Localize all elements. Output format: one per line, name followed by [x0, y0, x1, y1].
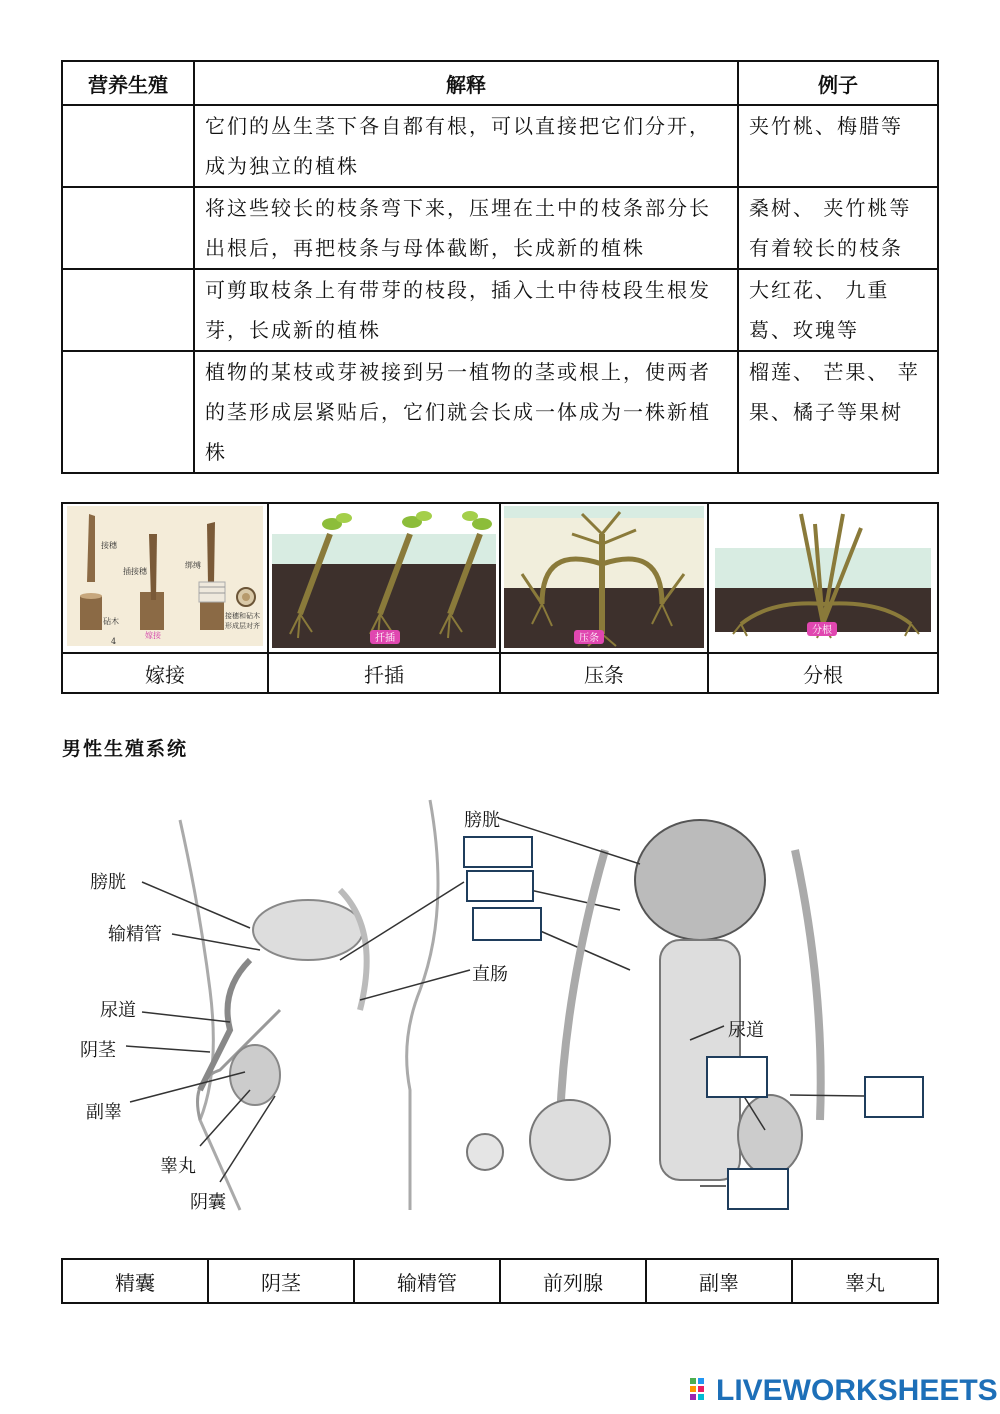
header-explanation: 解释	[194, 61, 738, 105]
method-answer-drop-zone[interactable]	[63, 352, 193, 470]
explanation-cell: 可剪取枝条上有带芽的枝段，插入土中待枝段生根发芽，长成新的植株	[194, 269, 738, 351]
grafting-label: 嫁接	[62, 653, 268, 693]
label-urethra-front: 尿道	[728, 1020, 764, 1041]
cutting-tag: 扦插	[375, 633, 395, 644]
word-bank-item[interactable]: 阴茎	[208, 1259, 354, 1303]
label-urethra: 尿道	[100, 1000, 136, 1021]
answer-box[interactable]	[864, 1076, 924, 1118]
label-epididymis: 副睾	[86, 1102, 122, 1123]
label-bladder-front: 膀胱	[464, 810, 500, 831]
word-bank-item[interactable]: 精囊	[62, 1259, 208, 1303]
cutting-label: 扦插	[268, 653, 500, 693]
illustration-row	[62, 503, 938, 653]
table-row	[62, 351, 938, 473]
division-illustration-cell	[708, 503, 938, 653]
layering-illustration-cell	[500, 503, 708, 653]
header-method: 营养生殖	[62, 61, 194, 105]
method-answer-drop-zone[interactable]	[63, 188, 193, 266]
layering-label: 压条	[500, 653, 708, 693]
answer-box[interactable]	[472, 907, 542, 941]
method-answer-drop-zone[interactable]	[63, 270, 193, 348]
label-penis: 阴茎	[80, 1040, 116, 1061]
binding-label: 绑缚	[185, 561, 201, 570]
label-scrotum: 阴囊	[190, 1192, 226, 1213]
table-row	[62, 187, 938, 269]
align-label-2: 形成层对齐	[225, 622, 260, 630]
method-cell	[62, 351, 194, 473]
word-bank-row	[62, 1259, 938, 1303]
vegetative-reproduction-table	[61, 60, 939, 474]
method-illustrations-table	[61, 502, 939, 694]
illustration-label-row	[62, 653, 938, 693]
step-number: 4	[111, 637, 117, 646]
cutting-illustration-cell	[268, 503, 500, 653]
table-header-row	[62, 61, 938, 105]
answer-box[interactable]	[466, 870, 534, 902]
label-bladder: 膀胱	[90, 872, 126, 893]
table-row	[62, 105, 938, 187]
method-answer-drop-zone[interactable]	[63, 106, 193, 184]
layering-illustration	[502, 504, 706, 648]
stock-label: 砧木	[103, 617, 119, 626]
label-vas-deferens: 输精管	[108, 924, 162, 945]
male-reproductive-diagram	[60, 790, 940, 1230]
method-cell	[62, 187, 194, 269]
division-tag: 分根	[812, 625, 832, 636]
grafting-tag: 嫁接	[145, 631, 161, 640]
example-cell: 桑树、 夹竹桃等有着较长的枝条	[738, 187, 938, 269]
answer-box[interactable]	[727, 1168, 789, 1210]
division-label: 分根	[708, 653, 938, 693]
method-cell	[62, 269, 194, 351]
cutting-illustration	[270, 504, 498, 648]
explanation-cell: 将这些较长的枝条弯下来，压埋在土中的枝条部分长出根后，再把枝条与母体截断，长成新的植株	[194, 187, 738, 269]
explanation-cell: 植物的某枝或芽被接到另一植物的茎或根上，使两者的茎形成层紧贴后，它们就会长成一体成为一株新植株	[194, 351, 738, 473]
division-illustration	[711, 504, 935, 648]
layering-tag: 压条	[579, 633, 599, 644]
liveworksheets-logo	[690, 1374, 998, 1408]
grafting-illustration-cell	[62, 503, 268, 653]
logo-text: LIVEWORKSHEETS	[716, 1374, 998, 1407]
example-cell: 榴莲、 芒果、 苹果、橘子等果树	[738, 351, 938, 473]
method-cell	[62, 105, 194, 187]
word-bank-item[interactable]: 前列腺	[500, 1259, 646, 1303]
answer-box[interactable]	[706, 1056, 768, 1098]
section-title: 男性生殖系统	[62, 738, 189, 760]
example-cell: 夹竹桃、梅腊等	[738, 105, 938, 187]
align-label: 接穗和砧木	[225, 612, 260, 620]
word-bank-item[interactable]: 副睾	[646, 1259, 792, 1303]
word-bank-item[interactable]: 睾丸	[792, 1259, 938, 1303]
word-bank-item[interactable]: 输精管	[354, 1259, 500, 1303]
scion-label: 接穗	[101, 541, 117, 550]
label-rectum: 直肠	[472, 964, 508, 985]
insert-scion-label: 插接穗	[123, 567, 147, 576]
table-row	[62, 269, 938, 351]
answer-box[interactable]	[463, 836, 533, 868]
example-cell: 大红花、 九重葛、玫瑰等	[738, 269, 938, 351]
header-example: 例子	[738, 61, 938, 105]
grafting-illustration	[65, 504, 265, 648]
label-testis: 睾丸	[160, 1156, 196, 1177]
logo-icon	[690, 1378, 714, 1404]
word-bank-table	[61, 1258, 939, 1304]
explanation-cell: 它们的丛生茎下各自都有根，可以直接把它们分开，成为独立的植株	[194, 105, 738, 187]
